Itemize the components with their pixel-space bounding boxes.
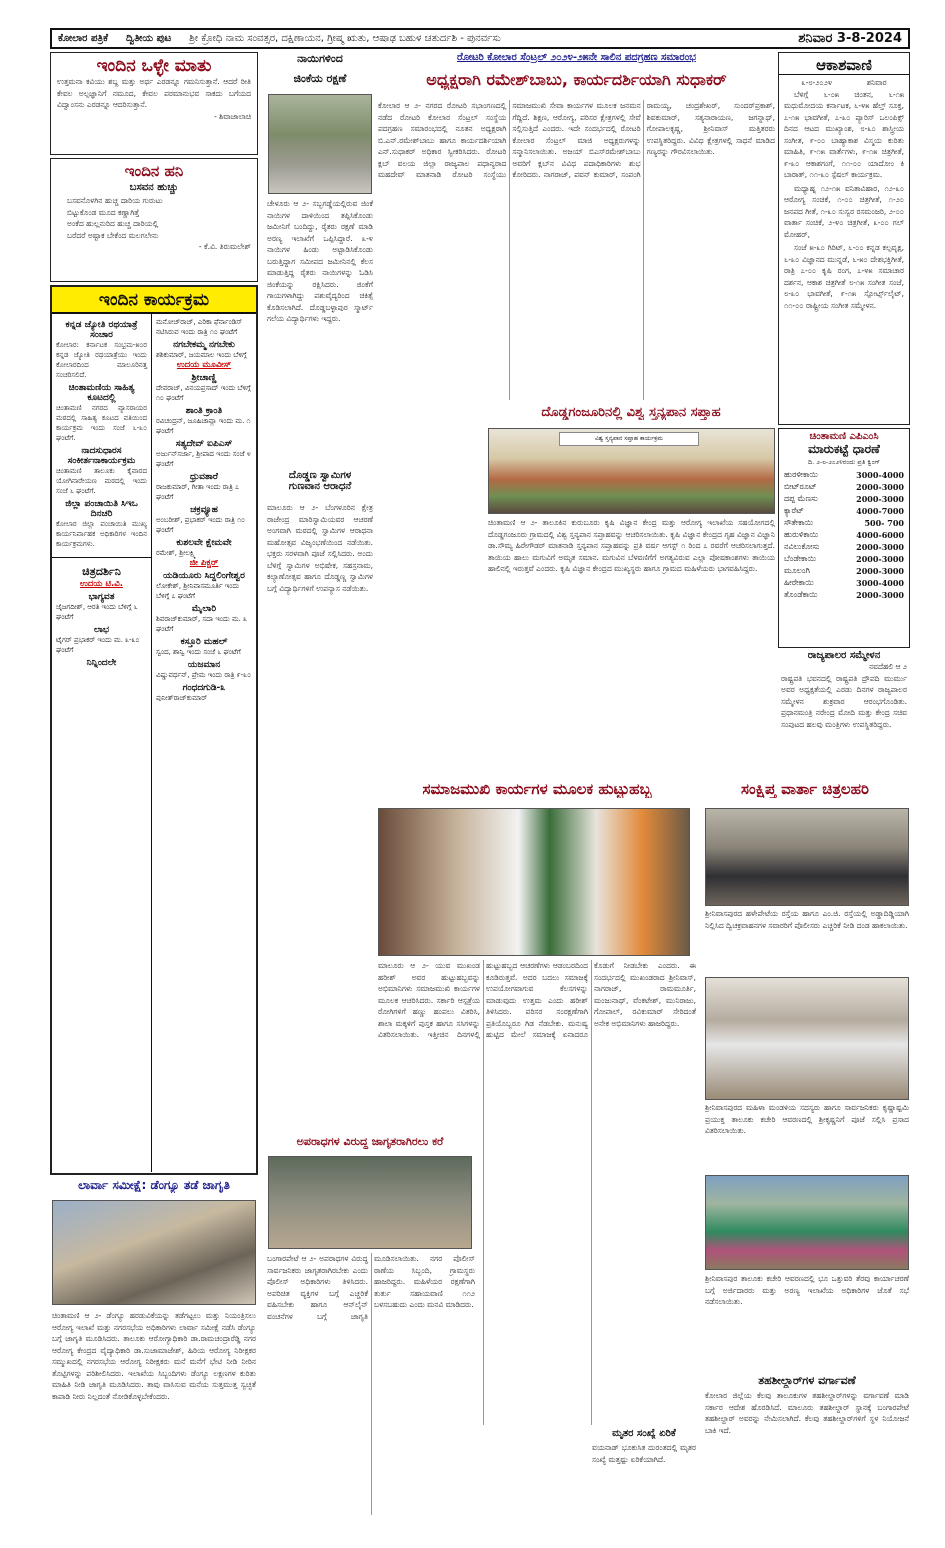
breastfeeding-article-text: ಚಿಂತಾಮಣಿ ಆ ೨- ತಾಲೂಕಿನ ಕುರುಬೂರು ಕೃಷಿ ವಿಜ್ಞಾನ ಕೇಂದ್ರ ಮತ್ತು ಆರೋಗ್ಯ ಇಲಾಖೆಯ ಸಹಯೋಗದಲ್ಲಿ ದೊಡ್ಡಗಂಜೂರು ಗ್ರಾಮದಲ್ಲಿ ವಿಶ್ವ ಸ್ತನ್ಯಪಾನ ಸಪ್ತಾಹವನ್ನು ಆಚರಿಸಲಾಯಿತು. ಕೃಷಿ ವಿಜ್ಞಾನ ಕೇಂದ್ರದ ಗೃಹ ವಿಜ್ಞಾನ ವಿಜ್ಞಾನಿ ಡಾ.ಸೌಮ್ಯ ಹಿರೇಗೌಡರ್ ಮಾತನಾಡಿ ಸ್ತನ್ಯಪಾನ ಸಪ್ತಾಹವನ್ನು ಪ್ರತಿ ವರ್ಷ ಆಗಸ್ಟ್ ೧ ರಿಂದ ೭ ರವರೆಗೆ ಆಚರಿಸಲಾಗುತ್ತದೆ. ತಾಯಿಯ ಹಾಲು ಮಗುವಿಗೆ ಅಮೃತ ಸಮಾನ. ಮಗುವಿನ ಬೆಳವಣಿಗೆಗೆ ಅಗತ್ಯವಿರುವ ಎಲ್ಲಾ ಪೋಷಕಾಂಶಗಳು ತಾಯಿಯ ಹಾಲಿನಲ್ಲಿ ಇರುತ್ತವೆ ಎಂದರು. ಕೃಷಿ ವಿಜ್ಞಾನ ಕೇಂದ್ರದ ಮುಖ್ಯಸ್ಥರು ಹಾಗೂ ಗ್ರಾಮದ ಮಹಿಳೆಯರು ಭಾಗವಹಿಸಿದ್ದರು. <box>488 518 775 573</box>
rotary-article-text: ಕೋಲಾರ ಆ ೨- ನಗರದ ರೋಟರಿ ಸಭಾಂಗಣದಲ್ಲಿ ನಡೆದ ರೋಟರಿ ಕೋಲಾರ ಸೆಂಟ್ರಲ್ ಸಂಸ್ಥೆಯ ಪದಗ್ರಹಣ ಸಮಾರಂಭದಲ್ಲಿ ನೂತನ ಅಧ್ಯಕ್ಷರಾಗಿ ಬಿ.ಎನ್.ರಮೇಶ್‌ಬಾಬು ಹಾಗೂ ಕಾರ್ಯದರ್ಶಿಯಾಗಿ ಎನ್.ಸುಧಾಕರ್ ಅಧಿಕಾರ ಸ್ವೀಕರಿಸಿದರು. ರೋಟರಿ ಕ್ಲಬ್ ವಲಯ ಜಿಲ್ಲಾ ರಾಜ್ಯಪಾಲ ಪಧಾನ್ಯರಾದ ಮಹದೇವ್ ಮಾತನಾಡಿ ರೋಟರಿ ಸಂಸ್ಥೆಯು ಸಮಾಜಮುಖಿ ಸೇವಾ ಕಾರ್ಯಗಳ ಮೂಲಕ ಜನಮನ ಗೆದ್ದಿದೆ. ಶಿಕ್ಷಣ, ಆರೋಗ್ಯ, ಪರಿಸರ ಕ್ಷೇತ್ರಗಳಲ್ಲಿ ಸೇವೆ ಸಲ್ಲಿಸುತ್ತಿದೆ ಎಂದರು. ಇದೇ ಸಂದರ್ಭದಲ್ಲಿ ರೋಟರಿ ಕೋಲಾರ ಸೆಂಟ್ರಲ್ ಮಾಜಿ ಅಧ್ಯಕ್ಷರುಗಳನ್ನು ಸನ್ಮಾನಿಸಲಾಯಿತು. ಅಜಯ್ ಬಿಎಸ್‌ರಮೇಶ್‌ಬಾಬು ಅವರಿಗೆ ಕ್ಲಬ್‌ನ ವಿವಿಧ ಪದಾಧಿಕಾರಿಗಳು ಶುಭ ಕೋರಿದರು. ನಾಗರಾಜ್, ಪವನ್ ಕುಮಾರ್, ಸಂಪಂಗಿ ರಾಮಯ್ಯ, ಚಂದ್ರಶೇಖರ್, ಸುಂದರ್‌ಪ್ರಕಾಶ್, ಶಿವಕುಮಾರ್, ಸತ್ಯನಾರಾಯಣ, ಜಗನ್ನಾಥ್, ಗೋಪಾಲಕೃಷ್ಣ, ಶ್ರೀನಿವಾಸ್ ಮತ್ತಿತರರು ಉಪಸ್ಥಿತರಿದ್ದರು. ವಿವಿಧ ಕ್ಷೇತ್ರಗಳಲ್ಲಿ ಸಾಧನೆ ಮಾಡಿದ ಗಣ್ಯರನ್ನು ಗೌರವಿಸಲಾಯಿತು. <box>378 101 775 179</box>
deer-article-text: ಚೇಳೂರು ಆ ೨- ಸಬ್ಬಗಡ್ಡೆಯಲ್ಲಿರುವ ಜಿಂಕೆ ನಾಯಿಗಳ ದಾಳಿಯಿಂದ ತಪ್ಪಿಸಿಕೊಂಡು ಜಮೀನಿಗೆ ಬಂದಿದ್ದು, ರೈತರು ರಕ್ಷಣೆ ಮಾಡಿ ಅರಣ್ಯ ಇಲಾಖೆಗೆ ಒಪ್ಪಿಸಿದ್ದಾರೆ. ೩-೪ ನಾಯಿಗಳ ಹಿಂಡು ಅಟ್ಟಾಡಿಸಿಕೊಂಡು ಬರುತ್ತಿದ್ದಾಗ ಸಮೀಪದ ಜಮೀನಿನಲ್ಲಿ ಕೆಲಸ ಮಾಡುತ್ತಿದ್ದ ರೈತರು ನಾಯಿಗಳನ್ನು ಓಡಿಸಿ ಜಿಂಕೆಯನ್ನು ರಕ್ಷಿಸಿದರು. ಜಿಂಕೆಗೆ ಗಾಯಗಳಾಗಿದ್ದು ಪಶುವೈದ್ಯರಿಂದ ಚಿಕಿತ್ಸೆ ಕೊಡಿಸಲಾಗಿದೆ. ದೊಡ್ಡಬಳ್ಳಾಪುರ ಸ್ಮಾರ್ಟ್ ಗಲೆಯ ವಿದ್ಯಾರ್ಥಿಗಳು ಇದ್ದರು. <box>267 199 373 323</box>
larva-article-text: ಚಿಂತಾಮಣಿ ಆ ೨- ಡೆಂಗ್ಯೂ ಹರಡುವಿಕೆಯನ್ನು ತಡೆಗಟ್ಟಲು ಮತ್ತು ನಿಯಂತ್ರಿಸಲು ಆರೋಗ್ಯ ಇಲಾಖೆ ಮತ್ತು ನಗರಸಭೆಯ ಅಧಿಕಾರಿಗಳು ಲಾರ್ವಾ ಸಮೀಕ್ಷೆ ನಡೆಸಿ ಡೆಂಗ್ಯೂ ಬಗ್ಗೆ ಜಾಗೃತಿ ಮೂಡಿಸಿದರು. ತಾಲೂಕು ಆರೋಗ್ಯಾಧಿಕಾರಿ ಡಾ.ರಾಮಚಂದ್ರಾರೆಡ್ಡಿ ನಗರ ಆರೋಗ್ಯ ಕೇಂದ್ರದ ವೈದ್ಯಾಧಿಕಾರಿ ಡಾ.ಸುಜಾಮಾಜೇಶ್, ಹಿರಿಯ ಆರೋಗ್ಯ ನಿರೀಕ್ಷಕರ ಸಮ್ಮುಖದಲ್ಲಿ ನಗರಸಭೆಯ ಆರೋಗ್ಯ ನಿರೀಕ್ಷಕರು ಮನೆ ಮನೆಗೆ ಭೇಟಿ ನೀಡಿ ನೀರಿನ ತೊಟ್ಟಿಗಳನ್ನು ಪರಿಶೀಲಿಸಿದರು. ಇಲಾಖೆಯ ಸಿಬ್ಬಂದಿಗಳು ಡೆಂಗ್ಯೂ ಲಕ್ಷಣಗಳ ಕುರಿತು ಮಾಹಿತಿ ನೀಡಿ ಜಾಗೃತಿ ಮೂಡಿಸಿದರು. ತಾವು ವಾಸಿಸುವ ಮನೆಯ ಸುತ್ತಮುತ್ತ ಸ್ವಚ್ಛತೆ ಕಾಪಾಡಿ ನೀರು ನಿಲ್ಲದಂತೆ ನೋಡಿಕೊಳ್ಳಬೇಕೆಂದರು. <box>52 1311 256 1401</box>
vegetable-name: ಹೀರೇಕಾಯಿ <box>784 577 814 587</box>
governors-headline: ರಾಜ್ಯಪಾಲರ ಸಮ್ಮೇಳನ <box>807 650 881 661</box>
movie-title: ಶಾಂತಿ ಕ್ರಾಂತಿ <box>185 406 223 416</box>
movie-title: ಸತ್ಯದೇವ್ ಐಪಿಎಸ್ <box>175 439 233 449</box>
market-box <box>778 428 910 648</box>
channel-name: ಜೀ ಪಿಕ್ಚರ್ <box>189 558 219 568</box>
program-title: ಜಿಲ್ಲಾ ಪಂಚಾಯಿತಿ ಸಿಇಒ ದಿನಚರಿ <box>65 499 138 519</box>
market-row <box>782 469 906 481</box>
issue-date: ಶನಿವಾರ 3-8-2024 <box>798 31 902 46</box>
poem-line: ಬಸವನೊಳಗಿನ ಹುಚ್ಚ ದಾರಿಯ ಗುರುಟು <box>67 196 163 205</box>
garbage-pile-photo <box>52 1200 256 1305</box>
vegetable-name: ಕ್ಯಾರೆಟ್ <box>784 505 804 515</box>
poem-line: ಬಿಟ್ಟುಕೊಂಡ ಮೂದ ಕಣ್ಣಾಗಿತ್ತೆ <box>67 207 140 217</box>
movie-info: ರಮೇಶ್, ಶ್ರೀಲಕ್ಷ್ಮಿ <box>156 549 196 557</box>
price-range: 2000-3000 <box>856 589 904 600</box>
movie-title: ನಿನ್ನಿಂದಲೇ <box>86 658 117 668</box>
market-row <box>782 529 906 541</box>
movie-list <box>152 314 256 1172</box>
market-row <box>782 481 906 493</box>
market-row <box>782 577 906 589</box>
poem-line: ಅಂಕೆದ ಹುಲ್ಲನುರಿದ ಹುಚ್ಚ ದಾರಿಯಲ್ಲಿ <box>67 219 159 228</box>
market-row <box>782 541 906 553</box>
movie-info: ಟೈಗರ್ ಪ್ರಭಾಕರ್ ಇಂದು ಮ. ೩-೩೦ ಘಂಟೆಗೆ <box>56 636 140 654</box>
movie-title: ಯಜಮಾನ <box>187 660 221 670</box>
price-range: 2000-3000 <box>856 553 904 564</box>
movie-info: ರವಿಚಂದ್ರನ್, ಜೂಹಿಚಾವ್ಲಾ ಇಂದು ಮ. ೧ ಘಂಟೆಗೆ <box>156 417 251 435</box>
deer-headline-line: ಜಿಂಕೆಯ ರಕ್ಷಣೆ <box>293 72 347 85</box>
market-row <box>782 565 906 577</box>
programs-box <box>50 285 258 1175</box>
ganesha-headline-line: ಗುಣವಾನ ಆರಾಧನೆ <box>288 481 352 492</box>
movie-info: ವಿಷ್ಣುವರ್ಧನ್, ಪ್ರೇಮ ಇಂದು ರಾತ್ರಿ ೯-೩೦ <box>156 671 252 679</box>
good-word-text: ಉತ್ತಮನಾ ಕವಿಯು ಶಬ್ದ ಮತ್ತು ಅರ್ಥ ಎರಡನ್ನೂ ಗಮನಿಸುತ್ತಾನೆ. ಆದರೆ ರೀತಿ ಕೇವಲ ಅಲ್ಪಜ್ಞಾನಿಗೆ ನಮೂದ, ಕೇವಲ ಪರಮಾನುಭವ ಸಾಕದು ಬಗೆಯದ ವಿದ್ವಾಂಸನು ಎರಡನ್ನೂ ಆದರಿಸುತ್ತಾನೆ. <box>57 77 251 109</box>
vegetable-name: ಸೌತೇಕಾಯಿ <box>784 517 814 527</box>
program-text: ಚಿಂತಾಮಣಿ ನಗರದ ವ್ಯಾಸರಾಯರ ಮಠದಲ್ಲಿ ಸಾಹಿತ್ಯ ಕೂಟದ ವತಿಯಿಂದ ಕಾರ್ಯಕ್ರಮ ಇಂದು ಸಂಜೆ ೬-೩೦ ಘಂಟೆಗೆ. <box>56 404 147 442</box>
breastfeeding-headline: ದೊಡ್ಡಗಂಜೂರಿನಲ್ಲಿ ವಿಶ್ವ ಸ್ತನ್ಯಪಾನ ಸಪ್ತಾಹ <box>541 405 721 420</box>
drop-author: - ಕೆ.ವಿ. ತಿರುಮಲೇಶ್ <box>198 242 251 251</box>
market-row <box>782 553 906 565</box>
vegetable-name: ತೊಂಡೆಕಾಯಿ <box>784 589 818 599</box>
larva-headline: ಲಾರ್ವಾ ಸಮೀಕ್ಷೆ: ಡೆಂಗ್ಯೂ ತಡೆ ಜಾಗೃತಿ <box>78 1178 230 1192</box>
event-banner: ವಿಶ್ವ ಸ್ತನ್ಯಪಾನ ಸಪ್ತಾಹ ಕಾರ್ಯಕ್ರಮ <box>559 432 699 446</box>
akashvani-day: ಶನಿವಾರ <box>866 78 887 87</box>
birthday-celebration-photo <box>378 808 690 956</box>
price-range: 2000-3000 <box>856 481 904 492</box>
price-range: 3000-4000 <box>856 577 904 588</box>
deaths-article-text: ವಯನಾಡ್ ಭೂಕುಸಿತ ದುರಂತದಲ್ಲಿ ಮೃತರ ಸಂಖ್ಯೆ ಮತ್ತಷ್ಟು ಏರಿಕೆಯಾಗಿದೆ. <box>592 1443 696 1464</box>
price-range: 2000-3000 <box>856 565 904 576</box>
channel-name: ಉದಯ ಟಿ.ವಿ. <box>80 579 123 589</box>
program-text: ಕೋಲಾರ ಜಿಲ್ಲಾ ಪಂಚಾಯಿತಿ ಮುಖ್ಯ ಕಾರ್ಯನಿರ್ವಾಹಕ ಅಧಿಕಾರಿಗಳ ಇಂದಿನ ಕಾರ್ಯಕ್ರಮಗಳು. <box>56 520 147 548</box>
price-range: 500- 700 <box>864 517 904 528</box>
schedule-noon: ಮಧ್ಯಾಹ್ನ ೧೨-೧೫ ವನಿತಾವಿಹಾರ, ೧೨-೩೦ ಆರೋಗ್ಯ ಸಂಚಿಕೆ, ೧-೦೦ ಚಿತ್ರಗೀತೆ, ೧-೨೦ ಜನಪದ ಗೀತೆ, ೧-೩೦ ಸುಸ್ವರ ರಸಮಂಜರಿ, ೨-೦೦ ವಾರ್ತಾ ಸಂಚಿಕೆ, ೨-೪೦ ಚಿತ್ರಗೀತೆ, ೩-೦೦ ಗಲ್ ಮೋಹರ್, <box>784 183 904 239</box>
movie-info: ಪುನೀತ್‌ರಾಜ್‌ಕುಮಾರ್ <box>156 694 208 702</box>
market-kicker: ಚಿಂತಾಮಣಿ ಎಪಿಎಂಸಿ <box>809 431 879 442</box>
movie-info: ಶಿವರಾಜ್‌ಕುಮಾರ್, ಸದಾ ಇಂದು ಮ. ೩ ಘಂಟೆಗೆ <box>156 615 247 633</box>
paper-name: ಕೋಲಾರ ಪತ್ರಿಕೆ <box>58 33 108 44</box>
crime-headline: ಅಪರಾಧಗಳ ವಿರುದ್ಧ ಜಾಗೃತರಾಗಿರಲು ಕರೆ <box>296 1135 444 1148</box>
movie-info: ಅಂಬರೀಶ್, ಪ್ರಭಾಕರ್ ಇಂದು ರಾತ್ರಿ ೧೦ ಘಂಟೆಗೆ <box>156 516 245 534</box>
good-word-title: ಇಂದಿನ ಒಳ್ಳೇ ಮಾತು <box>96 56 212 76</box>
deaths-headline: ಮೃತರ ಸಂಖ್ಯೆ ಏರಿಕೆ <box>612 1428 676 1439</box>
masthead-bar <box>50 28 910 49</box>
governors-dateline: ನವದೆಹಲಿ ಆ ೨ <box>868 662 907 671</box>
program-title: ಕನ್ನಡ ಜ್ಯೋತಿ ರಥಯಾತ್ರೆ ಸಂಚಾರ <box>65 320 138 340</box>
movie-info: ಅರ್ಜುನ್‌ಸರ್ಜಾ, ಶ್ರೀಪಾದ ಇಂದು ಸಂಜೆ ೪ ಘಂಟೆಗೆ <box>156 450 251 468</box>
movie-title: ಮೈಲಾರಿ <box>191 604 217 614</box>
price-range: 2000-3000 <box>856 493 904 504</box>
vegetable-name: ದಪ್ಪ ಮೆಣಸು <box>784 493 818 503</box>
programs-title: ಇಂದಿನ ಕಾರ್ಯಕ್ರಮ <box>52 287 256 314</box>
vegetable-name: ಹುರಳೀಕಾಯಿ <box>784 469 818 479</box>
brief-caption: ಶ್ರೀನಿವಾಸಪುರ ತಾಲೂಕು ಕಚೇರಿ ಆವರಣದಲ್ಲಿ ಭೂ ಒತ್ತುವರಿ ತೆರವು ಕಾರ್ಯಾಚರಣೆ ಬಗ್ಗೆ ಅರ್ಜಿದಾರರು ಮತ್ತು ಅರಣ್ಯ ಇಲಾಖೆಯ ಅಧಿಕಾರಿಗಳ ಜೊತೆ ಸಭೆ ನಡೆಸಲಾಯಿತು. <box>705 1274 909 1306</box>
brief-caption: ಶ್ರೀನಿವಾಸಪುರದ ಮಹಿಳಾ ಮಂಡಳಿಯ ಸದಸ್ಯರು ಹಾಗೂ ಸಾರ್ವಜನಿಕರು ಕೃಷ್ಣಾಷ್ಟಮಿ ಪ್ರಯುಕ್ತ ತಾಲೂಕು ಕಚೇರಿ ಆವರಣದಲ್ಲಿ ಶ್ರೀಕೃಷ್ಣನಿಗೆ ಪೂಜೆ ಸಲ್ಲಿಸಿ ಪ್ರಸಾದ ವಿತರಿಸಲಾಯಿತು. <box>705 1103 909 1135</box>
movie-title: ಚಕ್ರವ್ಯೂಹ <box>190 505 218 515</box>
cinema-title: ಚಿತ್ರದರ್ಶಿನಿ <box>82 565 121 578</box>
market-row <box>782 589 906 601</box>
movie-title: ನಗಬೇಕಮ್ಮ ನಗಬೇಕು <box>173 340 235 350</box>
ganesha-article-text: ಮಾಲೂರು ಆ ೨- ಬೆಂಗಳೂರಿನ ಕ್ಷೇತ್ರ ರಾಜೇಂದ್ರ ಮಾರಿಸ್ವಾಮಿಯವರ ಆಚರಣೆ ಅಂಗವಾಗಿ ಮಠದಲ್ಲಿ ಸ್ವಾಮಿಗಳ ಆರಾಧನಾ ಮಹೋತ್ಸವ ವಿಜೃಂಭಣೆಯಿಂದ ನಡೆಯಿತು. ಭಕ್ತರು ಸರಳವಾಗಿ ಪೂಜೆ ಸಲ್ಲಿಸಿದರು. ಅಂದು ಬೆಳಿಗ್ಗೆ ಸ್ವಾಮಿಗಳ ಅಭಿಷೇಕ, ಸಹಸ್ರನಾಮ, ಕಲ್ಯಾಣೋತ್ಸವ ಹಾಗೂ ದೊಡ್ಡಣ್ಣ ಸ್ವಾಮಿಗಳ ಬಗ್ಗೆ ವಿದ್ಯಾರ್ಥಿಗಳಿಗೆ ಉಪನ್ಯಾಸ ನಡೆಯಿತು. <box>267 503 373 593</box>
schedule-evening: ಸಂಜೆ ೫-೩೦ ಗಿರಿಟ್, ೬-೦೦ ಕನ್ನಡ ಕಲ್ಪವೃಕ್ಷ, ೬-೩೦ ವಿಜ್ಞಾನದ ಮುನ್ನಡೆ, ೬-೫೦ ದೇಶಭಕ್ತಿಗೀತೆ, ರಾತ್ರಿ ೭-೦೦ ಕೃಷಿ ರಂಗ, ೭-೪೫ ಸಮಾಚಾರ ದರ್ಶನ, ಆಕಾಶ ಚಿತ್ರಗೀತೆ ೮-೧೫ ಸಂಗೀತ ಸಂಜೆ, ೮-೩೦ ಭಾವಗೀತೆ, ೯-೧೫ ಸ್ಪೋರ್ಟ್ಸ್‌ಲೈಟ್, ೧೧-೦೦ ರಾಷ್ಟ್ರೀಯ ಸಂಗೀತ ಸಮ್ಮೇಳನ. <box>784 243 904 310</box>
parked-bikes-photo <box>705 808 909 906</box>
vegetable-name: ಹುರುಳಿಕಾಯಿ <box>784 529 819 539</box>
program-title: ನಾದಸುಧಾರಸ ಸಂಕೀರ್ತನಾಕಾರ್ಯಕ್ರಮ <box>67 446 136 466</box>
movie-title: ಯಡಿಯೂರು ಸಿದ್ದಲಿಂಗೇಶ್ವರ <box>163 571 245 581</box>
movie-title: ಕಸ್ತೂರಿ ಮಹಲ್ <box>180 637 228 647</box>
page-label: ದ್ವಿತೀಯ ಪುಟ <box>125 33 172 44</box>
poem-line: ಬರೆದರೆ ಅಷ್ಟಾಕ ಬೇಕೆಂದ ಮಲಗಲೇನು <box>67 230 159 240</box>
officials-group-photo <box>705 1175 909 1270</box>
drop-subtitle: ಬಸವನ ಹುಚ್ಚು <box>129 182 179 193</box>
movie-info: ದೇವರಾಜ್, ವಿನಯಪ್ರಸಾದ್ ಇಂದು ಬೆಳಿಗ್ಗೆ ೧೦ ಘಂಟೆಗೆ <box>156 384 251 402</box>
price-range: 4000-6000 <box>856 529 904 540</box>
transfer-headline: ತಹಶೀಲ್ದಾರ್‌ಗಳ ವರ್ಗಾವಣೆ <box>758 1374 856 1387</box>
program-title: ಚಿಂತಾಮಣಿಯ ಸಾಹಿತ್ಯ ಕೂಟದಲ್ಲಿ <box>68 383 135 403</box>
movie-title: ಗಂಧದಗುಡಿ-೩ <box>182 683 226 693</box>
market-price-table <box>782 469 906 601</box>
channel-name: ಉದಯ ಮೂವೀಸ್ <box>176 360 232 370</box>
ganesha-headline-line: ದೊಡ್ಡಣ ಸ್ವಾಮಿಗಳ <box>288 470 352 481</box>
movie-title: ಕುಶಲವೇ ಕ್ಷೇಮವೇ <box>176 538 232 548</box>
program-text: ಚಿಂತಾಮಣಿ ತಾಲೂಕು ಕೈವಾರದ ಯೋಗಿನಾರೇಯಣ ಮಠದಲ್ಲಿ ಇಂದು ಸಂಜೆ ೬ ಘಂಟೆಗೆ. <box>56 467 147 495</box>
market-title: ಮಾರುಕಟ್ಟೆ ಧಾರಣೆ <box>808 442 880 456</box>
good-word-box <box>50 52 258 155</box>
drop-title: ಇಂದಿನ ಹನಿ <box>124 162 184 180</box>
movie-info: ರಾಜಕುಮಾರ್, ಗೀತಾ ಇಂದು ರಾತ್ರಿ ೭ ಘಂಟೆಗೆ <box>156 483 240 501</box>
brief-caption: ಶ್ರೀನಿವಾಸಪುರದ ಹಳೇಪೇಟೆಯ ರಸ್ತೆಯ ಹಾಗೂ ಎಂ.ಜಿ. ರಸ್ತೆಯಲ್ಲಿ ಅಡ್ಡಾದಿಡ್ಡಿಯಾಗಿ ನಿಲ್ಲಿಸಿದ ದ್ವಿಚಕ್ರವಾಹನಗಳ ಸವಾರರಿಗೆ ಪೊಲೀಸರು ಎಚ್ಚರಿಕೆ ನೀಡಿ ದಂಡ ಹಾಕಲಾಯಿತು. <box>705 909 909 930</box>
deer-rescue-photo <box>268 94 372 194</box>
birthday-article-text: ಮಾಲೂರು ಆ ೨- ಯುವ ಮುಖಂಡ ಹರೀಶ್ ಅವರ ಹುಟ್ಟುಹಬ್ಬವನ್ನು ಅಭಿಮಾನಿಗಳು ಸಮಾಜಮುಖಿ ಕಾರ್ಯಗಳ ಮೂಲಕ ಆಚರಿಸಿದರು. ಸರ್ಕಾರಿ ಆಸ್ಪತ್ರೆಯ ರೋಗಿಗಳಿಗೆ ಹಣ್ಣು ಹಂಪಲು ವಿತರಿಸಿ, ಶಾಲಾ ಮಕ್ಕಳಿಗೆ ಪುಸ್ತಕ ಹಾಗೂ ಸಸಿಗಳನ್ನು ವಿತರಿಸಲಾಯಿತು. ಇತ್ತೀಚಿನ ದಿನಗಳಲ್ಲಿ ಹುಟ್ಟುಹಬ್ಬದ ಆಚರಣೆಗಳು ಆಡಂಬರದಿಂದ ಕೂಡಿರುತ್ತವೆ. ಅದರ ಬದಲು ಸಮಾಜಕ್ಕೆ ಉಪಯೋಗವಾಗುವ ಕೆಲಸಗಳನ್ನು ಮಾಡುವುದು ಉತ್ತಮ ಎಂದು ಹರೀಶ್ ತಿಳಿಸಿದರು. ಪರಿಸರ ಸಂರಕ್ಷಣೆಗಾಗಿ ಪ್ರತಿಯೊಬ್ಬರೂ ಗಿಡ ನೆಡಬೇಕು. ಮನುಷ್ಯ ಹುಟ್ಟಿದ ಮೇಲೆ ಸಮಾಜಕ್ಕೆ ಏನಾದರೂ ಕೊಡುಗೆ ನೀಡಬೇಕು ಎಂದರು. ಈ ಸಂದರ್ಭದಲ್ಲಿ ಮುಖಂಡರಾದ ಶ್ರೀನಿವಾಸ್, ನಾಗರಾಜ್, ರಾಮಮೂರ್ತಿ, ಮಂಜುನಾಥ್, ವೆಂಕಟೇಶ್, ಮುನಿರಾಜು, ಗೋಪಾಲ್, ರವಿಕುಮಾರ್ ಸೇರಿದಂತೆ ಅನೇಕ ಅಭಿಮಾನಿಗಳು ಹಾಜರಿದ್ದರು. <box>378 961 696 1039</box>
drop-box <box>50 158 258 282</box>
price-range: 3000-4000 <box>856 469 904 480</box>
akashvani-title: ಆಕಾಶವಾಣಿ <box>779 56 909 75</box>
price-range: 4000-7000 <box>856 505 904 516</box>
akashvani-date: ೩-೮-೨೦೨೪ <box>801 78 833 87</box>
governors-article <box>778 650 910 775</box>
vegetable-name: ಬೀಟ್‌ರೂಟ್ <box>784 481 817 491</box>
crime-article-text: ಬಂಗಾರಪೇಟೆ ಆ ೨- ಅಪರಾಧಗಳ ವಿರುದ್ಧ ಸಾರ್ವಜನಿಕರು ಜಾಗೃತರಾಗಿರಬೇಕು ಎಂದು ಪೊಲೀಸ್ ಅಧಿಕಾರಿಗಳು ತಿಳಿಸಿದರು. ಅಪರಿಚಿತ ವ್ಯಕ್ತಿಗಳ ಬಗ್ಗೆ ಎಚ್ಚರಿಕೆ ವಹಿಸಬೇಕು ಹಾಗೂ ಆನ್‌ಲೈನ್ ವಂಚನೆಗಳ ಬಗ್ಗೆ ಜಾಗೃತಿ ಮೂಡಿಸಲಾಯಿತು. ನಗರ ಪೊಲೀಸ್ ಠಾಣೆಯ ಸಿಬ್ಬಂದಿ, ಗ್ರಾಮಸ್ಥರು ಹಾಜರಿದ್ದರು. ಮಹಿಳೆಯರ ರಕ್ಷಣೆಗಾಗಿ ತುರ್ತು ಸಹಾಯವಾಣಿ ೧೧೨ ಬಳಸಬಹುದು ಎಂದು ಮನವಿ ಮಾಡಿದರು. <box>267 1254 475 1321</box>
krishna-pooja-photo <box>705 977 909 1100</box>
briefs-headline: ಸಂಕ್ಷಿಪ್ತ ವಾರ್ತಾ ಚಿತ್ರಲಹರಿ <box>741 780 869 798</box>
movie-title: ಶ್ರೀಚಾಣ್ಣಿ <box>191 373 217 383</box>
movie-info: ಮನೋಜ್‌ರಾಜ್, ಎರಿಕಾ ಫೆರ್ನಾಂಡಿಸ್ ನಟಿಸಿರುವ ಇಂದು ರಾತ್ರಿ ೧೦ ಘಂಟೆಗೆ <box>156 318 243 336</box>
movie-info: ಜೈಜಗದೀಶ್, ಆರತಿ ಇಂದು ಬೆಳಿಗ್ಗೆ ೬ ಘಂಟೆಗೆ <box>56 603 138 621</box>
akashvani-box <box>778 52 910 425</box>
rotary-kicker: ರೋಟರಿ ಕೋಲಾರ ಸೆಂಟ್ರಲ್ ೨೦೨೪-೨೫ನೇ ಸಾಲಿನ ಪದಗ್ರಹಣ ಸಮಾರಂಭ <box>457 52 696 63</box>
ganesha-headline <box>265 470 375 492</box>
market-row <box>782 517 906 529</box>
vegetable-name: ಮೂಲಂಗಿ <box>784 565 810 575</box>
movie-info: ಶಶಿಕುಮಾರ್, ಜಯಮಾಲ ಇಂದು ಬೆಳಿಗ್ಗೆ <box>156 351 247 359</box>
movie-title: ಲಾಭ <box>93 625 110 635</box>
calendar-line: ಶ್ರೀ ಕ್ರೋಧಿ ನಾಮ ಸಂವತ್ಸರ, ದಕ್ಷಿಣಾಯನ, ಗ್ರೀಷ್ಮ ಋತು, ಆಷಾಢ ಬಹುಳ ಚತುರ್ದಶಿ - ಪುನರ್ವಸು <box>189 33 501 44</box>
program-text: ಕೋಲಾರ: ಕರ್ನಾಟಕ ಸಂಭ್ರಮ-೫೦ರ ಕನ್ನಡ ಜ್ಯೋತಿ ರಥಯಾತ್ರೆಯು ಇಂದು ಕೋಲಾರದಿಂದ ಮಾಲೂರಿನತ್ತ ಸಂಚರಿಸಲಿದೆ. <box>56 341 147 379</box>
good-word-author: - ಶಿವಾಜಾಲಾಚಿ <box>214 111 251 121</box>
birthday-headline: ಸಮಾಜಮುಖಿ ಕಾರ್ಯಗಳ ಮೂಲಕ ಹುಟ್ಟುಹಬ್ಬ <box>422 780 652 798</box>
schedule-morning: ಬೆಳಿಗ್ಗೆ ೬-೦೫ ಚಿಂತನ, ೬-೧೫ ಮಧುಮೋದಯ ಕರ್ನಾಟಕ, ೬-೪೫ ಹೆಲ್ತ್ ಸೂಕ್ತ, ೭-೧೫ ಭಾವಗೀತೆ, ೭-೩೦ ಪ್ಯಾರಿಸ್ ಒಲಂಪಿಕ್ಸ್ ದಿನದ ಆಟದ ಮುಖ್ಯಾಂಶ, ೮-೩೦ ಶಾಸ್ತ್ರೀಯ ಸಂಗೀತ, ೯-೦೦ ಬಾಹ್ಯಾಕಾಶ ವಿಸ್ಮಯ ಕುರಿತು ಮಾಹಿತಿ, ೯-೧೫ ವಾರ್ತೆಗಳು, ೯-೧೫ ಚಿತ್ರಗೀತೆ, ೯-೩೦ ಆಕಾಶಗಂಗೆ, ೧೧-೦೦ ಯಾದೋಂ ಕಿ ಬಾರಾತ್, ೧೧-೩೦ ಸ್ಪೆಷಲ್ ಕಾರ್ಯಕ್ರಮ. <box>784 89 904 179</box>
movie-title: ಭಾಗ್ಯವತ <box>88 592 115 602</box>
price-range: 2000-3000 <box>856 541 904 552</box>
market-row <box>782 493 906 505</box>
transfer-text: ಕೋಲಾರ ಜಿಲ್ಲೆಯ ಕೆಲವು ತಾಲೂಕುಗಳ ತಹಶೀಲ್ದಾರ್‌ಗಳನ್ನು ವರ್ಗಾವಣೆ ಮಾಡಿ ಸರ್ಕಾರ ಆದೇಶ ಹೊರಡಿಸಿದೆ. ಮಾಲೂರು ತಹಶೀಲ್ದಾರ್ ಸ್ಥಾನಕ್ಕೆ ಬಂಗಾರಪೇಟೆ ತಹಶೀಲ್ದಾರ್ ಅವರನ್ನು ನೇಮಿಸಲಾಗಿದೆ. ಕೆಲವು ತಹಶೀಲ್ದಾರ್‌ಗಳಿಗೆ ಸ್ಥಳ ನಿಯೋಜನೆ ಬಾಕಿ ಇದೆ. <box>705 1391 909 1435</box>
deer-headline-line: ನಾಯಿಗಳಿಂದ <box>297 52 343 65</box>
rotary-headline: ಅಧ್ಯಕ್ಷರಾಗಿ ರಮೇಶ್‌ಬಾಬು, ಕಾರ್ಯದರ್ಶಿಯಾಗಿ ಸುಧಾಕರ್ <box>426 70 727 89</box>
breastfeeding-group-photo <box>488 428 775 514</box>
market-row <box>782 505 906 517</box>
governors-text: ರಾಷ್ಟ್ರಪತಿ ಭವನದಲ್ಲಿ ರಾಷ್ಟ್ರಪತಿ ದ್ರೌಪದಿ ಮುರ್ಮು ಅವರ ಅಧ್ಯಕ್ಷತೆಯಲ್ಲಿ ಎರಡು ದಿನಗಳ ರಾಜ್ಯಪಾಲರ ಸಮ್ಮೇಳನ ಶುಕ್ರವಾರ ಆರಂಭಗೊಂಡಿತು. ಪ್ರಧಾನಮಂತ್ರಿ ನರೇಂದ್ರ ಮೋದಿ ಮತ್ತು ಕೇಂದ್ರ ಸಚಿವ ಸಂಪುಟದ ಹಲವು ಮಂತ್ರಿಗಳು ಉಪಸ್ಥಿತರಿದ್ದರು. <box>781 673 907 729</box>
movie-info: ಸ್ವಂದ, ಶಾನ್ವಿ ಇಂದು ಸಂಜೆ ೬ ಘಂಟೆಗೆ <box>156 648 241 656</box>
movie-info: ಲೋಕೇಶ್, ಶ್ರೀನಿವಾಸಮೂರ್ತಿ ಇಂದು ಬೆಳಿಗ್ಗೆ ೭ ಘಂಟೆಗೆ <box>156 582 240 600</box>
deer-headline <box>265 52 375 86</box>
vegetable-name: ನವಿಲುಕೋಸು <box>784 541 820 551</box>
market-note: ದಿ. ೨-೮-೨೦೨೪ರಂದು ಪ್ರತಿ ಕ್ವಿಂಗ್ <box>807 458 881 466</box>
movie-title: ಧ್ರುವತಾರೆ <box>190 472 218 482</box>
vegetable-name: ಬೆಂಡೇಕಾಯಿ <box>784 553 817 563</box>
